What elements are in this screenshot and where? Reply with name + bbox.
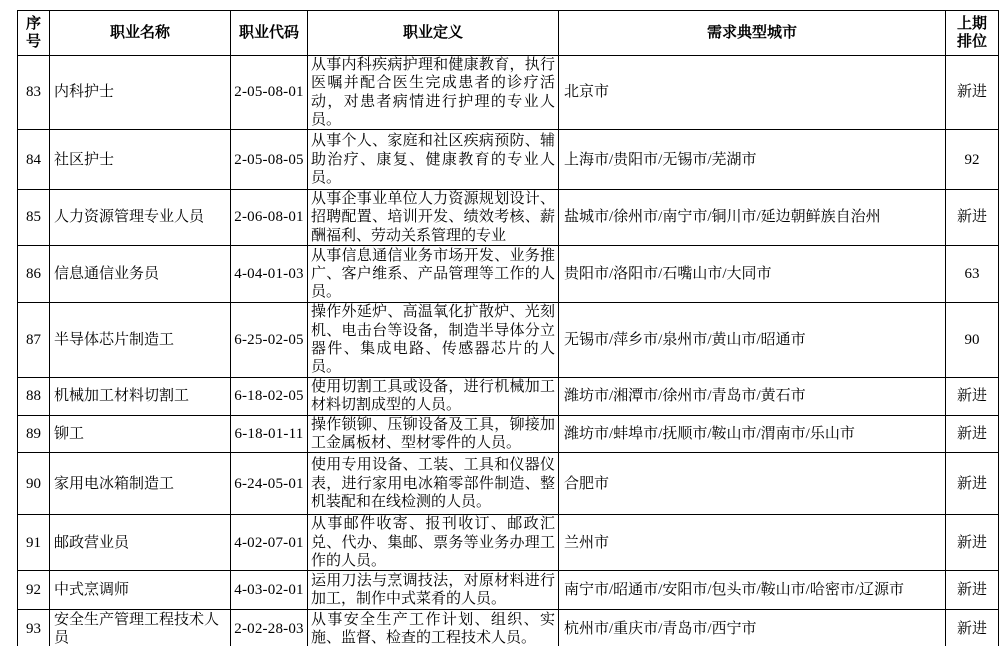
table-row	[18, 453, 999, 515]
occupation-name: 机械加工材料切割工	[50, 378, 231, 416]
table-body	[18, 56, 999, 646]
occupation-code: 2-02-28-03	[231, 610, 308, 646]
occupation-definition: 从事企事业单位人力资源规划设计、招聘配置、培训开发、绩效考核、薪酬福利、劳动关系管理的专业	[308, 190, 559, 246]
demand-cities: 潍坊市/湘潭市/徐州市/青岛市/黄石市	[559, 378, 946, 416]
table-row	[18, 515, 999, 571]
demand-cities: 合肥市	[559, 453, 946, 515]
header-row	[18, 11, 999, 56]
previous-rank: 新进	[946, 571, 999, 610]
table-row	[18, 415, 999, 453]
occupation-name: 信息通信业务员	[50, 246, 231, 303]
occupation-definition: 操作外延炉、高温氧化扩散炉、光刻机、电击台等设备，制造半导体分立器件、集成电路、传感器芯片的人员。	[308, 303, 559, 378]
occupation-definition: 从事信息通信业务市场开发、业务推广、客户维系、产品管理等工作的人员。	[308, 246, 559, 303]
row-index: 85	[18, 190, 50, 246]
occupation-code: 4-02-07-01	[231, 515, 308, 571]
table-row	[18, 610, 999, 646]
table-header	[18, 11, 999, 56]
occupation-code: 2-05-08-05	[231, 130, 308, 190]
occupation-definition: 使用切割工具或设备，进行机械加工材料切割成型的人员。	[308, 378, 559, 416]
header-definition: 职业定义	[308, 11, 559, 56]
header-cities: 需求典型城市	[559, 11, 946, 56]
header-code: 职业代码	[231, 11, 308, 56]
previous-rank: 新进	[946, 515, 999, 571]
demand-cities: 贵阳市/洛阳市/石嘴山市/大同市	[559, 246, 946, 303]
table-row	[18, 246, 999, 303]
occupation-name: 人力资源管理专业人员	[50, 190, 231, 246]
table-row	[18, 190, 999, 246]
occupation-name: 内科护士	[50, 56, 231, 130]
occupation-definition: 从事内科疾病护理和健康教育，执行医嘱并配合医生完成患者的诊疗活动，对患者病情进行护理的专业人员。	[308, 56, 559, 130]
previous-rank: 新进	[946, 190, 999, 246]
table-row	[18, 56, 999, 130]
table-row	[18, 303, 999, 378]
occupation-code: 6-18-02-05	[231, 378, 308, 416]
header-rank: 上期排位	[946, 11, 999, 56]
row-index: 88	[18, 378, 50, 416]
demand-cities: 南宁市/昭通市/安阳市/包头市/鞍山市/哈密市/辽源市	[559, 571, 946, 610]
occupation-name: 铆工	[50, 415, 231, 453]
demand-cities: 上海市/贵阳市/无锡市/芜湖市	[559, 130, 946, 190]
demand-cities: 兰州市	[559, 515, 946, 571]
previous-rank: 63	[946, 246, 999, 303]
row-index: 87	[18, 303, 50, 378]
occupation-name: 邮政营业员	[50, 515, 231, 571]
demand-cities: 潍坊市/蚌埠市/抚顺市/鞍山市/渭南市/乐山市	[559, 415, 946, 453]
previous-rank: 92	[946, 130, 999, 190]
demand-cities: 无锡市/萍乡市/泉州市/黄山市/昭通市	[559, 303, 946, 378]
header-name: 职业名称	[50, 11, 231, 56]
occupation-code: 4-04-01-03	[231, 246, 308, 303]
occupation-name: 社区护士	[50, 130, 231, 190]
occupation-name: 半导体芯片制造工	[50, 303, 231, 378]
occupation-definition: 使用专用设备、工装、工具和仪器仪表，进行家用电冰箱零部件制造、整机装配和在线检测的人员。	[308, 453, 559, 515]
row-index: 84	[18, 130, 50, 190]
occupation-code: 6-18-01-11	[231, 415, 308, 453]
occupation-name: 中式烹调师	[50, 571, 231, 610]
table-row	[18, 571, 999, 610]
table-row	[18, 130, 999, 190]
occupation-definition: 从事个人、家庭和社区疾病预防、辅助治疗、康复、健康教育的专业人员。	[308, 130, 559, 190]
previous-rank: 新进	[946, 56, 999, 130]
row-index: 86	[18, 246, 50, 303]
row-index: 92	[18, 571, 50, 610]
previous-rank: 新进	[946, 415, 999, 453]
occupation-definition: 操作锁铆、压铆设备及工具，铆接加工金属板材、型材零件的人员。	[308, 415, 559, 453]
row-index: 83	[18, 56, 50, 130]
occupation-code: 2-06-08-01	[231, 190, 308, 246]
occupation-code: 2-05-08-01	[231, 56, 308, 130]
occupation-definition: 运用刀法与烹调技法，对原材料进行加工，制作中式菜肴的人员。	[308, 571, 559, 610]
row-index: 91	[18, 515, 50, 571]
table-row	[18, 378, 999, 416]
occupation-definition: 从事安全生产工作计划、组织、实施、监督、检查的工程技术人员。	[308, 610, 559, 646]
header-index: 序号	[18, 11, 50, 56]
occupation-name: 安全生产管理工程技术人员	[50, 610, 231, 646]
previous-rank: 新进	[946, 453, 999, 515]
row-index: 90	[18, 453, 50, 515]
demand-cities: 杭州市/重庆市/青岛市/西宁市	[559, 610, 946, 646]
previous-rank: 新进	[946, 378, 999, 416]
row-index: 89	[18, 415, 50, 453]
demand-cities: 盐城市/徐州市/南宁市/铜川市/延边朝鲜族自治州	[559, 190, 946, 246]
previous-rank: 90	[946, 303, 999, 378]
demand-cities: 北京市	[559, 56, 946, 130]
occupation-definition: 从事邮件收寄、报刊收订、邮政汇兑、代办、集邮、票务等业务办理工作的人员。	[308, 515, 559, 571]
row-index: 93	[18, 610, 50, 646]
occupation-code: 6-24-05-01	[231, 453, 308, 515]
occupation-code: 4-03-02-01	[231, 571, 308, 610]
occupation-code: 6-25-02-05	[231, 303, 308, 378]
occupation-name: 家用电冰箱制造工	[50, 453, 231, 515]
previous-rank: 新进	[946, 610, 999, 646]
occupation-ranking-table	[17, 10, 999, 646]
